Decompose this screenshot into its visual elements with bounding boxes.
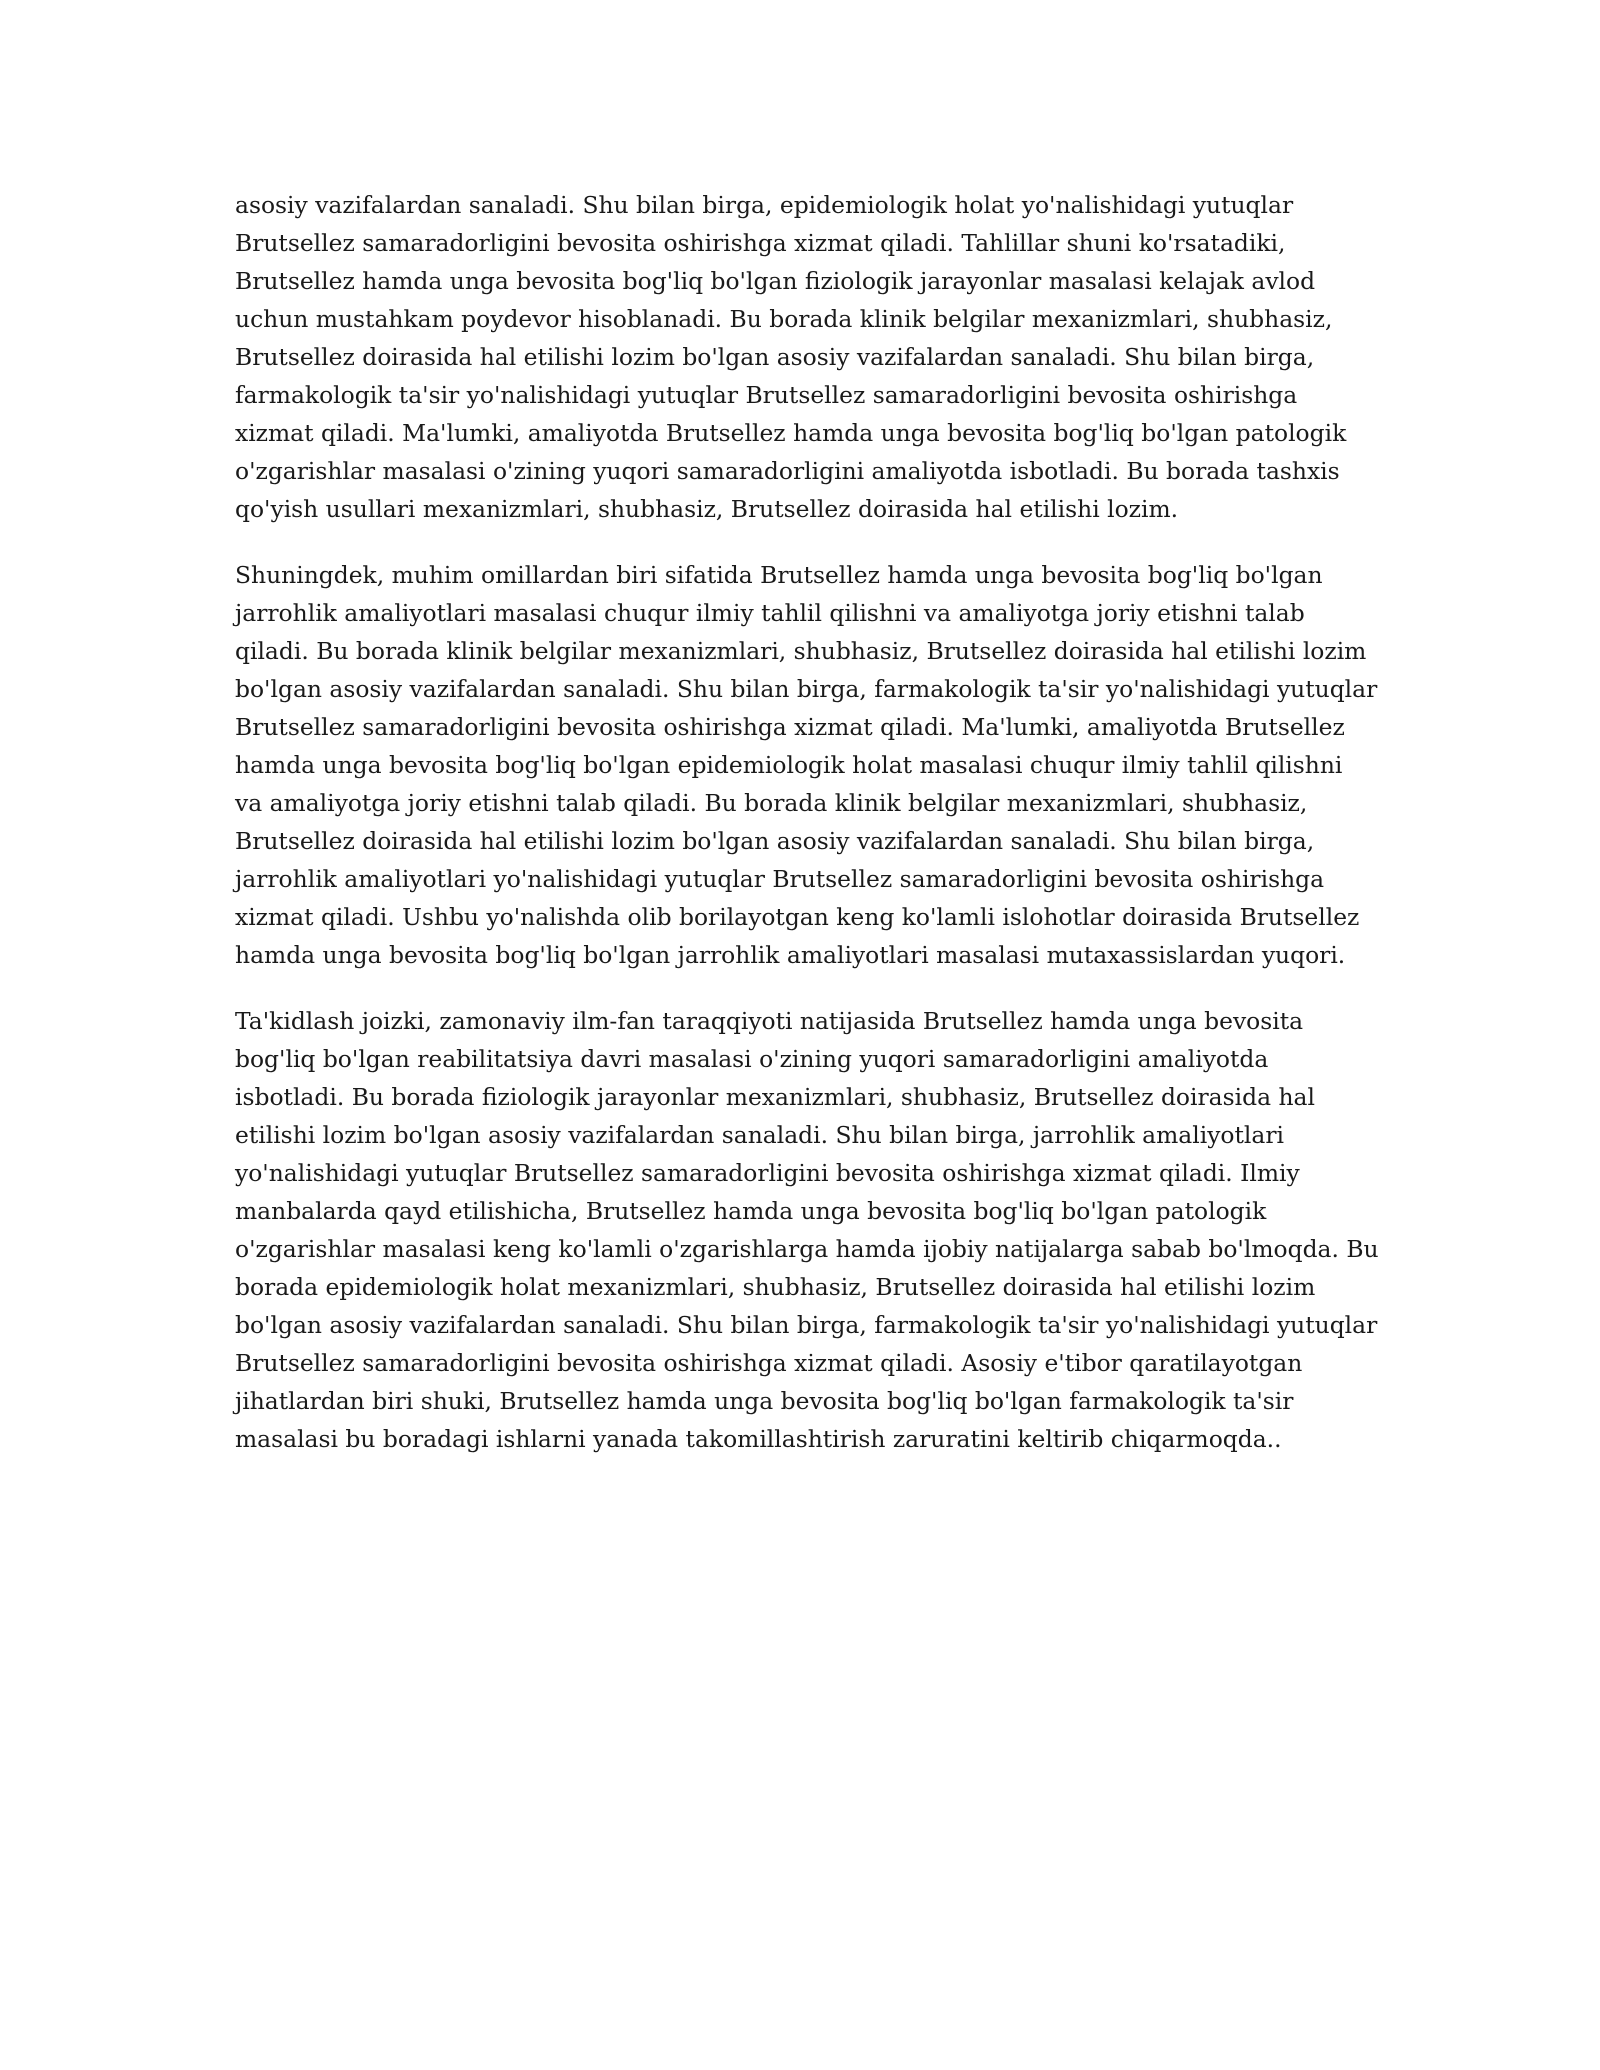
text-line: masalasi bu boradagi ishlarni yanada takomillashtirish zaruratini keltirib chiqarmoqda.. [235, 1425, 1282, 1453]
text-line: Brutsellez doirasida hal etilishi lozim bo'lgan asosiy vazifalardan sanaladi. Shu bilan birga, [235, 343, 1315, 371]
text-line: Ta'kidlash joizki, zamonaviy ilm-fan taraqqiyoti natijasida Brutsellez hamda unga bevosita [235, 1007, 1304, 1035]
text-line: hamda unga bevosita bog'liq bo'lgan epidemiologik holat masalasi chuqur ilmiy tahlil qilishni [235, 751, 1343, 779]
text-line: jihatlardan biri shuki, Brutsellez hamda unga bevosita bog'liq bo'lgan farmakologik ta'sir [235, 1387, 1294, 1415]
text-line: va amaliyotga joriy etishni talab qiladi. Bu borada klinik belgilar mexanizmlari, shubhasiz, [235, 789, 1308, 817]
text-line: jarrohlik amaliyotlari yo'nalishidagi yutuqlar Brutsellez samaradorligini bevosita oshirishga [235, 865, 1325, 893]
text-line: xizmat qiladi. Ma'lumki, amaliyotda Brutsellez hamda unga bevosita bog'liq bo'lgan patologik [235, 419, 1347, 447]
text-line: xizmat qiladi. Ushbu yo'nalishda olib borilayotgan keng ko'lamli islohotlar doirasida Brutsellez [235, 903, 1360, 931]
text-line: asosiy vazifalardan sanaladi. Shu bilan birga, epidemiologik holat yo'nalishidagi yutuqlar [235, 191, 1294, 219]
text-line: Brutsellez samaradorligini bevosita oshirishga xizmat qiladi. Asosiy e'tibor qaratilayotgan [235, 1349, 1303, 1377]
text-line: manbalarda qayd etilishicha, Brutsellez hamda unga bevosita bog'liq bo'lgan patologik [235, 1197, 1267, 1225]
text-line: Shuningdek, muhim omillardan biri sifatida Brutsellez hamda unga bevosita bog'liq bo'lgan [235, 561, 1323, 589]
text-line: jarrohlik amaliyotlari masalasi chuqur ilmiy tahlil qilishni va amaliyotga joriy etishni talab [235, 599, 1305, 627]
text-line: Brutsellez doirasida hal etilishi lozim bo'lgan asosiy vazifalardan sanaladi. Shu bilan birga, [235, 827, 1315, 855]
text-line: bo'lgan asosiy vazifalardan sanaladi. Shu bilan birga, farmakologik ta'sir yo'nalishidagi yutuqlar [235, 1311, 1378, 1339]
text-line: qo'yish usullari mexanizmlari, shubhasiz, Brutsellez doirasida hal etilishi lozim. [235, 495, 1179, 523]
text-line: hamda unga bevosita bog'liq bo'lgan jarrohlik amaliyotlari masalasi mutaxassislardan yuqori. [235, 941, 1346, 969]
text-line: farmakologik ta'sir yo'nalishidagi yutuqlar Brutsellez samaradorligini bevosita oshirishga [235, 381, 1298, 409]
text-line: borada epidemiologik holat mexanizmlari, shubhasiz, Brutsellez doirasida hal etilishi lozim [235, 1273, 1316, 1301]
text-line: uchun mustahkam poydevor hisoblanadi. Bu borada klinik belgilar mexanizmlari, shubhasiz, [235, 305, 1333, 333]
text-line: o'zgarishlar masalasi keng ko'lamli o'zgarishlarga hamda ijobiy natijalarga sabab bo'lmoqda. Bu [235, 1235, 1379, 1263]
paragraph-3 [235, 1002, 1379, 1458]
text-line: bo'lgan asosiy vazifalardan sanaladi. Shu bilan birga, farmakologik ta'sir yo'nalishidagi yutuqlar [235, 675, 1378, 703]
text-line: qiladi. Bu borada klinik belgilar mexanizmlari, shubhasiz, Brutsellez doirasida hal etilishi lozim [235, 637, 1367, 665]
text-line: isbotladi. Bu borada fiziologik jarayonlar mexanizmlari, shubhasiz, Brutsellez doirasida hal [235, 1083, 1315, 1111]
text-line: o'zgarishlar masalasi o'zining yuqori samaradorligini amaliyotda isbotladi. Bu borada tashxis [235, 457, 1340, 485]
paragraph-1 [235, 186, 1370, 528]
document-body [235, 186, 1379, 1486]
text-line: etilishi lozim bo'lgan asosiy vazifalardan sanaladi. Shu bilan birga, jarrohlik amaliyotlari [235, 1121, 1284, 1149]
text-line: bog'liq bo'lgan reabilitatsiya davri masalasi o'zining yuqori samaradorligini amaliyotda [235, 1045, 1269, 1073]
text-line: Brutsellez samaradorligini bevosita oshirishga xizmat qiladi. Tahlillar shuni ko'rsatadiki, [235, 229, 1286, 257]
text-line: yo'nalishidagi yutuqlar Brutsellez samaradorligini bevosita oshirishga xizmat qiladi. Ilmiy [235, 1159, 1300, 1187]
text-line: Brutsellez samaradorligini bevosita oshirishga xizmat qiladi. Ma'lumki, amaliyotda Brutsellez [235, 713, 1345, 741]
paragraph-2 [235, 556, 1378, 974]
text-line: Brutsellez hamda unga bevosita bog'liq bo'lgan fiziologik jarayonlar masalasi kelajak avlod [235, 267, 1316, 295]
